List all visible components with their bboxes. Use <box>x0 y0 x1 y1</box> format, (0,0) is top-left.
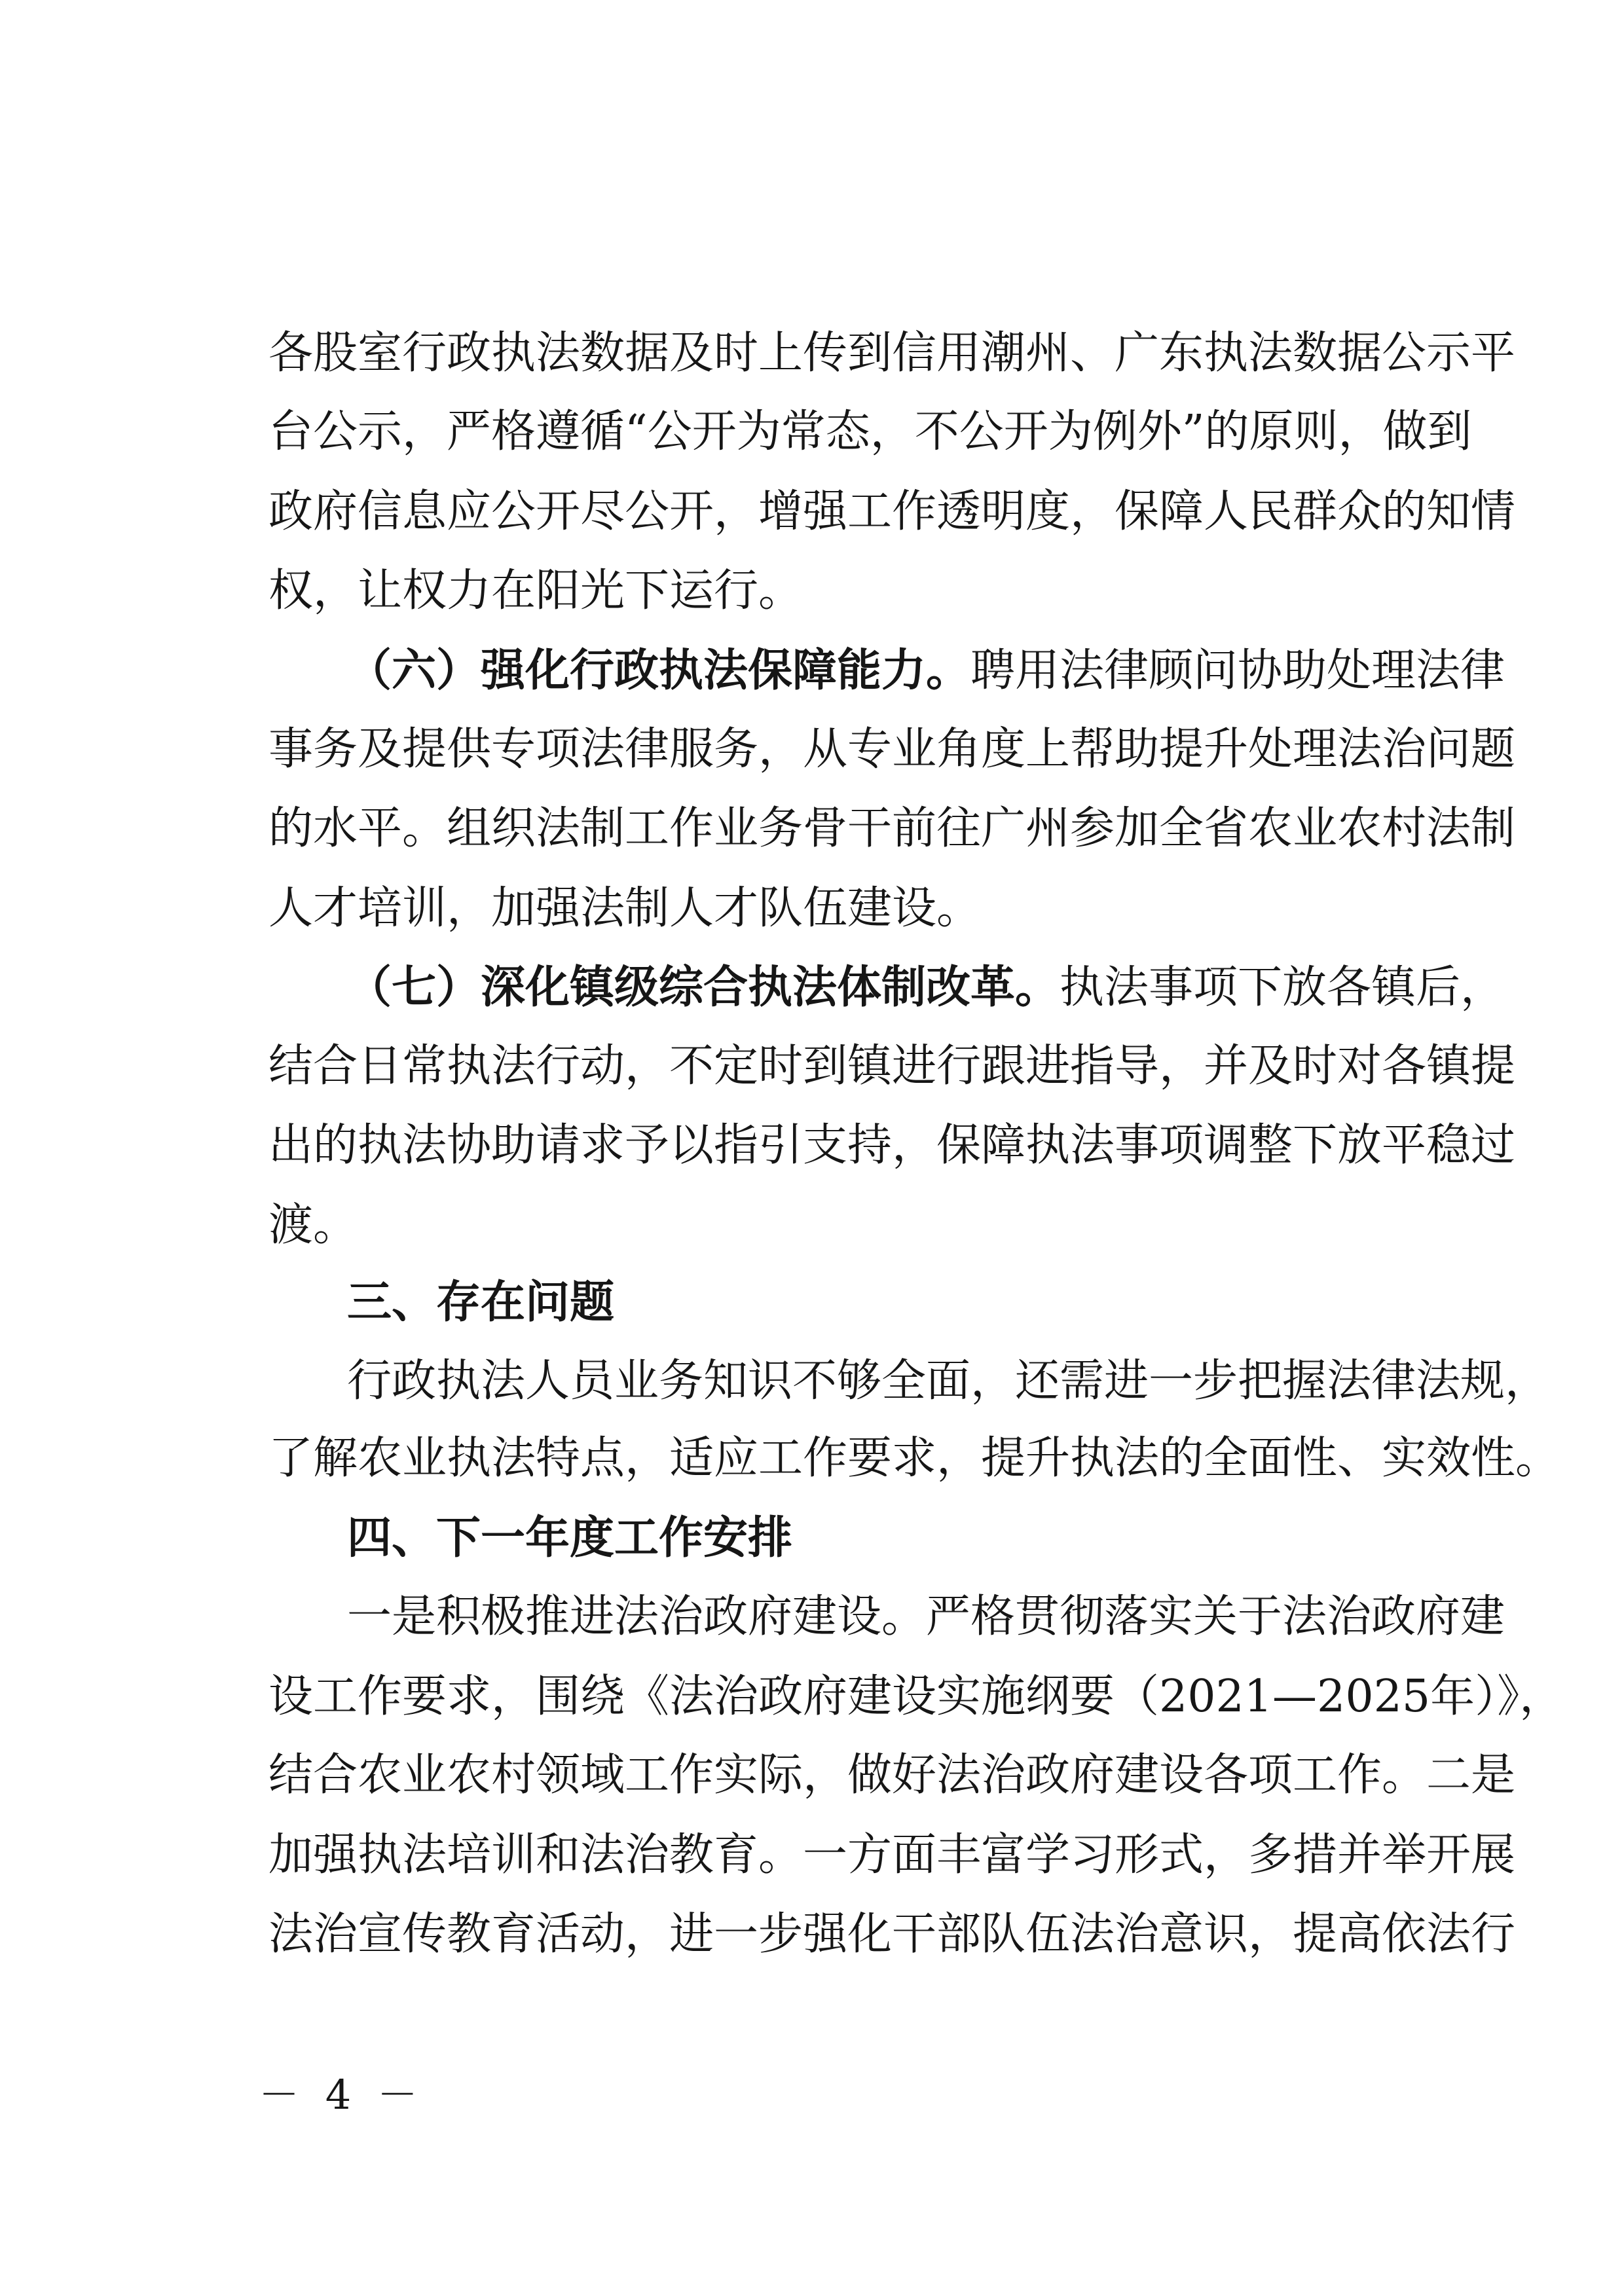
section-heading-problems: 三、存在问题 <box>347 1277 615 1328</box>
body-line: 法治宣传教育活动，进一步强化干部队伍法治意识，提高依法行 <box>268 1908 1516 1960</box>
body-line: 结合日常执法行动，不定时到镇进行跟进指导，并及时对各镇提 <box>268 1040 1516 1092</box>
body-line: 权，让权力在阳光下运行。 <box>268 565 803 617</box>
body-line: 设工作要求，围绕《法治政府建设实施纲要（2021—2025年）》， <box>268 1671 1564 1722</box>
section-7-title: （七）深化镇级综合执法体制改革。 <box>347 961 1060 1013</box>
body-line: 政府信息应公开尽公开，增强工作透明度，保障人民群众的知情 <box>268 486 1516 538</box>
section-6-line <box>347 631 1505 710</box>
body-line: 渡。 <box>268 1199 358 1251</box>
body-line: 一是积极推进法治政府建设。严格贯彻落实关于法治政府建 <box>347 1591 1505 1643</box>
section-heading-next-year: 四、下一年度工作安排 <box>347 1512 793 1564</box>
section-6-title: （六）强化行政执法保障能力。 <box>347 644 971 697</box>
body-line: 台公示，严格遵循“公开为常态，不公开为例外”的原则，做到 <box>268 406 1472 458</box>
body-line: 结合农业农村领域工作实际，做好法治政府建设各项工作。二是 <box>268 1749 1516 1801</box>
page-number: － 4 － <box>259 2071 424 2119</box>
body-line: 行政执法人员业务知识不够全面，还需进一步把握法律法规， <box>347 1355 1550 1407</box>
section-7-text: 执法事项下放各镇后， <box>1060 962 1505 1013</box>
section-6-text: 聘用法律顾问协助处理法律 <box>970 645 1505 697</box>
body-line: 各股室行政执法数据及时上传到信用潮州、广东执法数据公示平 <box>268 327 1516 379</box>
body-line: 人才培训，加强法制人才队伍建设。 <box>268 883 982 934</box>
section-7-line <box>347 948 1505 1027</box>
body-line: 了解农业执法特点，适应工作要求，提升执法的全面性、实效性。 <box>268 1432 1560 1484</box>
body-line: 的水平。组织法制工作业务骨干前往广州参加全省农业农村法制 <box>268 803 1516 854</box>
body-line: 事务及提供专项法律服务，从专业角度上帮助提升处理法治问题 <box>268 723 1516 775</box>
body-line: 出的执法协助请求予以指引支持，保障执法事项调整下放平稳过 <box>268 1120 1516 1171</box>
body-line: 加强执法培训和法治教育。一方面丰富学习形式，多措并举开展 <box>268 1829 1516 1881</box>
